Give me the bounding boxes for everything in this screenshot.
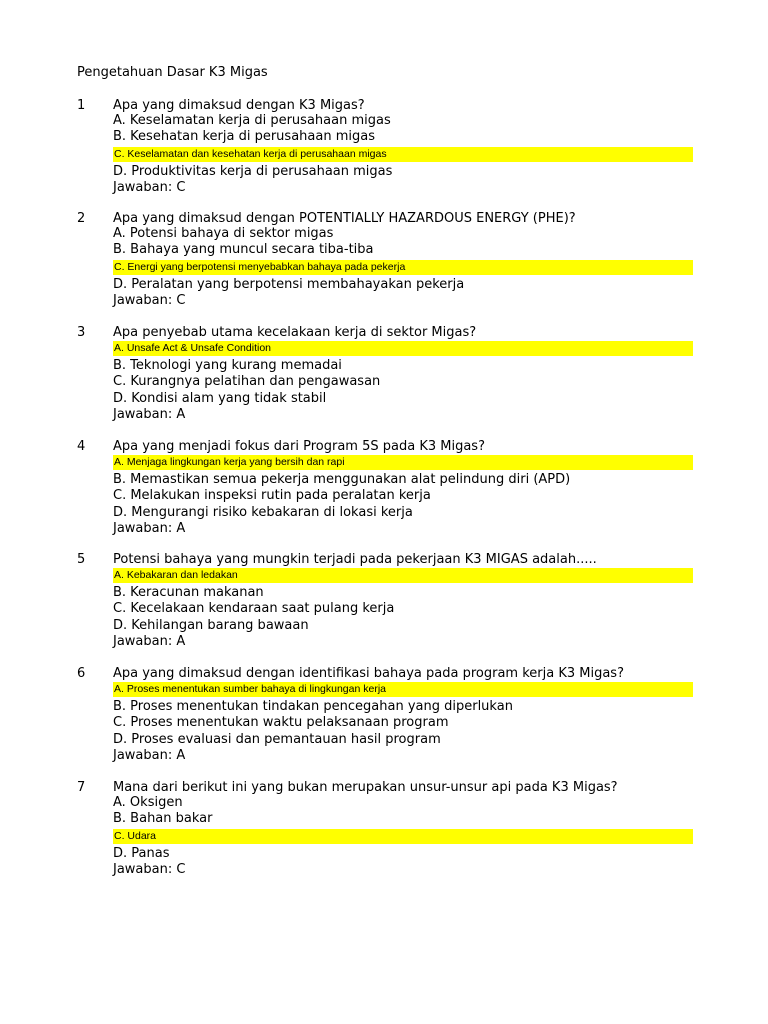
- option-d: D. Kondisi alam yang tidak stabil: [113, 390, 327, 406]
- question-number: 6: [77, 666, 86, 681]
- question-number: 4: [77, 439, 86, 454]
- document-title: Pengetahuan Dasar K3 Migas: [77, 65, 268, 80]
- option-d: D. Panas: [113, 845, 170, 861]
- option-d: D. Peralatan yang berpotensi membahayakan pekerja: [113, 276, 465, 292]
- question-number: 7: [77, 780, 86, 795]
- option-b: B. Teknologi yang kurang memadai: [113, 358, 342, 373]
- answer-text: Jawaban: C: [113, 861, 186, 877]
- question-number: 5: [77, 552, 86, 567]
- option-a: A. Potensi bahaya di sektor migas: [113, 226, 334, 241]
- answer-text: Jawaban: A: [113, 406, 186, 422]
- question-text: Apa yang dimaksud dengan K3 Migas?: [113, 98, 365, 113]
- option-a-highlighted: A. Proses menentukan sumber bahaya di lingkungan kerja: [113, 682, 693, 697]
- question-text: Apa penyebab utama kecelakaan kerja di sektor Migas?: [113, 325, 477, 340]
- question-text: Potensi bahaya yang mungkin terjadi pada pekerjaan K3 MIGAS adalah.....: [113, 552, 597, 567]
- option-c: C. Kecelakaan kendaraan saat pulang kerja: [113, 601, 395, 617]
- option-b: B. Kesehatan kerja di perusahaan migas: [113, 129, 375, 145]
- option-list: [113, 795, 693, 878]
- option-a-highlighted: A. Kebakaran dan ledakan: [113, 568, 693, 583]
- option-c-highlighted: C. Keselamatan dan kesehatan kerja di perusahaan migas: [113, 147, 693, 162]
- answer-text: Jawaban: A: [113, 633, 186, 649]
- answer-text: Jawaban: A: [113, 520, 186, 536]
- option-c: C. Proses menentukan waktu pelaksanaan program: [113, 715, 449, 731]
- option-list: [113, 226, 693, 309]
- option-b: B. Keracunan makanan: [113, 585, 264, 600]
- option-d: D. Proses evaluasi dan pemantauan hasil program: [113, 731, 441, 747]
- option-b: B. Memastikan semua pekerja menggunakan alat pelindung diri (APD): [113, 472, 571, 487]
- option-d: D. Produktivitas kerja di perusahaan migas: [113, 163, 393, 179]
- option-d: D. Mengurangi risiko kebakaran di lokasi kerja: [113, 504, 413, 520]
- option-list: [113, 681, 693, 764]
- option-c-highlighted: C. Energi yang berpotensi menyebabkan bahaya pada pekerja: [113, 260, 693, 275]
- option-a: A. Keselamatan kerja di perusahaan migas: [113, 113, 391, 128]
- question-text: Apa yang dimaksud dengan identifikasi bahaya pada program kerja K3 Migas?: [113, 666, 624, 681]
- question-number: 3: [77, 325, 86, 340]
- question-number: 1: [77, 98, 86, 113]
- option-b: B. Bahaya yang muncul secara tiba-tiba: [113, 242, 374, 258]
- option-b: B. Proses menentukan tindakan pencegahan yang diperlukan: [113, 699, 513, 714]
- option-a-highlighted: A. Unsafe Act & Unsafe Condition: [113, 341, 693, 356]
- option-list: [113, 567, 693, 650]
- answer-text: Jawaban: C: [113, 292, 186, 308]
- option-c: C. Melakukan inspeksi rutin pada peralatan kerja: [113, 488, 431, 504]
- option-c-highlighted: C. Udara: [113, 829, 693, 844]
- option-d: D. Kehilangan barang bawaan: [113, 617, 309, 633]
- option-list: [113, 113, 693, 196]
- option-a: A. Oksigen: [113, 795, 183, 810]
- question-text: Apa yang menjadi fokus dari Program 5S pada K3 Migas?: [113, 439, 485, 454]
- option-c: C. Kurangnya pelatihan dan pengawasan: [113, 374, 381, 390]
- answer-text: Jawaban: C: [113, 179, 186, 195]
- question-text: Apa yang dimaksud dengan POTENTIALLY HAZARDOUS ENERGY (PHE)?: [113, 211, 576, 226]
- option-list: [113, 454, 693, 537]
- option-list: [113, 340, 693, 423]
- option-b: B. Bahan bakar: [113, 811, 213, 827]
- answer-text: Jawaban: A: [113, 747, 186, 763]
- option-a-highlighted: A. Menjaga lingkungan kerja yang bersih dan rapi: [113, 455, 693, 470]
- question-text: Mana dari berikut ini yang bukan merupakan unsur-unsur api pada K3 Migas?: [113, 780, 618, 795]
- question-number: 2: [77, 211, 86, 226]
